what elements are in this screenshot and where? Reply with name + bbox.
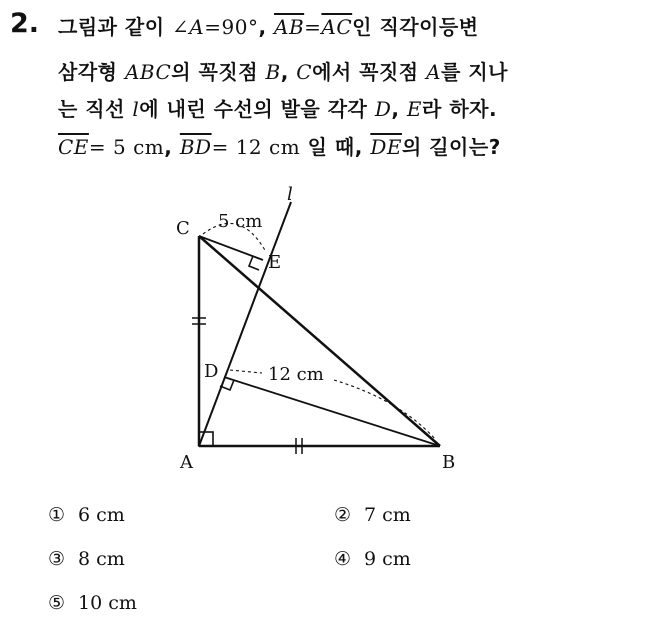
bd-measure-arc	[334, 380, 436, 440]
comma: ,	[258, 15, 275, 39]
choice-2[interactable]	[334, 504, 411, 526]
text: 의 길이는?	[401, 135, 501, 159]
vertex-c: C	[296, 60, 313, 84]
label-l: l	[287, 184, 293, 205]
comma: ,	[164, 135, 180, 159]
label-d: D	[204, 361, 219, 382]
angle-a: ∠A	[172, 15, 205, 39]
label-12cm: 12 cm	[268, 364, 324, 385]
comma: ,	[280, 60, 297, 84]
ce-length: = 5 cm	[88, 135, 165, 159]
segment-ab: $\overline{AB}$	[274, 15, 305, 39]
vertex-b: B	[265, 60, 281, 84]
text: 를 지나	[441, 60, 508, 84]
choice-5[interactable]	[48, 592, 137, 614]
line-l: l	[132, 97, 140, 121]
comma: ,	[391, 97, 407, 121]
question-line-3	[58, 93, 497, 122]
text: 의 꼭짓점	[171, 60, 266, 84]
choice-text: 10 cm	[78, 592, 137, 614]
choice-text: 6 cm	[78, 504, 125, 526]
label-e: E	[268, 252, 282, 273]
text: 는 직선	[58, 97, 133, 121]
text: 인 직각이등변	[352, 15, 479, 39]
question-line-2	[58, 56, 508, 85]
choice-text: 7 cm	[364, 504, 411, 526]
angle-value: =90°	[204, 15, 259, 39]
choice-3[interactable]	[48, 548, 125, 570]
segment-bd: $\overline{BD}$	[179, 135, 212, 159]
text: 그림과 같이	[58, 15, 173, 39]
choice-text: 8 cm	[78, 548, 125, 570]
segment-ac: $\overline{AC}$	[321, 15, 353, 39]
text: 에 내린 수선의 발을 각각	[139, 97, 375, 121]
text: 라 하자.	[422, 97, 498, 121]
label-c: C	[176, 218, 190, 239]
triangle-abc: ABC	[124, 60, 172, 84]
segment-de: $\overline{DE}$	[370, 135, 402, 159]
choice-mark: ①	[48, 504, 66, 526]
segment-ce: $\overline{CE}$	[58, 135, 89, 159]
bd-length: = 12 cm	[211, 135, 301, 159]
choice-text: 9 cm	[364, 548, 411, 570]
text: 삼각형	[58, 60, 125, 84]
choice-mark: ③	[48, 548, 66, 570]
question-line-1	[58, 11, 479, 40]
equals: =	[304, 15, 322, 39]
label-b: B	[442, 452, 456, 473]
choice-mark: ④	[334, 548, 352, 570]
segment-bd	[224, 377, 440, 446]
text: 일 때,	[300, 135, 371, 159]
choice-4[interactable]	[334, 548, 411, 570]
label-5cm: 5 cm	[218, 211, 263, 232]
choice-1[interactable]	[48, 504, 125, 526]
side-bc	[199, 236, 440, 446]
choice-mark: ⑤	[48, 592, 66, 614]
triangle-figure	[170, 180, 470, 480]
point-d: D	[374, 97, 392, 121]
line-l	[199, 202, 291, 446]
point-e: E	[406, 97, 423, 121]
question-number: 2.	[10, 8, 40, 39]
text: 에서 꼭짓점	[312, 60, 427, 84]
question-line-4	[58, 131, 501, 160]
label-a: A	[180, 452, 193, 473]
vertex-a: A	[426, 60, 442, 84]
bd-measure-lead	[230, 370, 262, 373]
choice-mark: ②	[334, 504, 352, 526]
